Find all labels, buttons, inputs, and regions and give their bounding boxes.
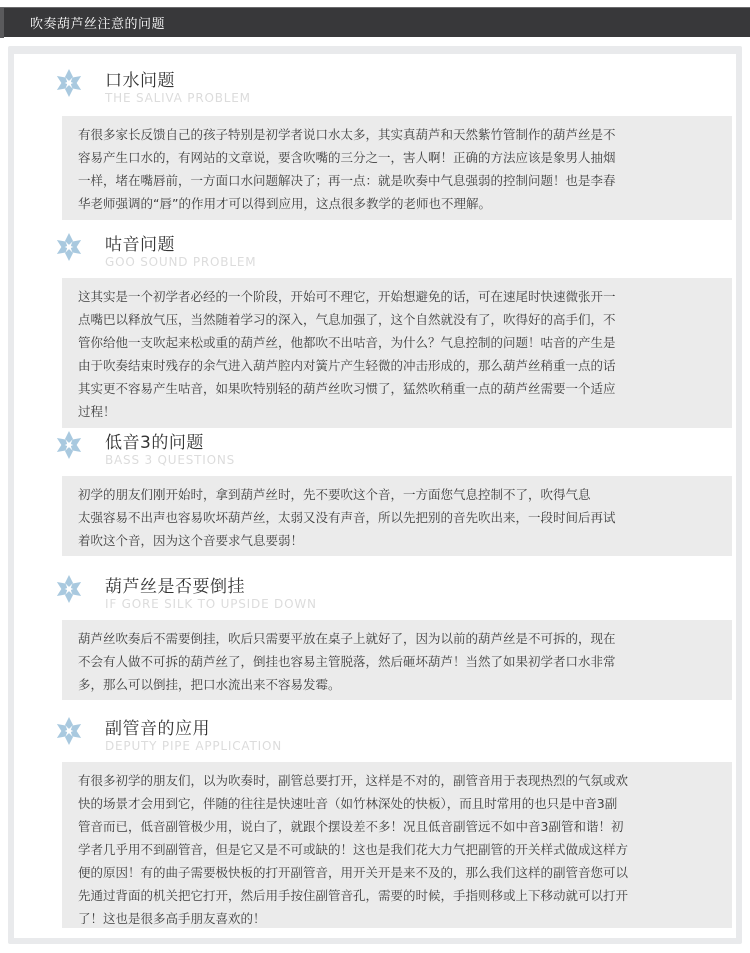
section-text: 葫芦丝吹奏后不需要倒挂，吹后只需要平放在桌子上就好了，因为以前的葫芦丝是不可拆的，现在 不会有人做不可拆的葫芦丝了，倒挂也容易主管脱落，然后砸坏葫芦！当然了如果初学者口水非常 多，那么可以倒挂，把口水流出来不容易发霉。 — [78, 631, 616, 692]
snowflake-icon — [54, 68, 84, 98]
section-header — [14, 222, 736, 278]
section-bass-3 — [14, 420, 736, 560]
section-body — [62, 278, 732, 428]
section-text: 初学的朋友们刚开始时，拿到葫芦丝时，先不要吹这个音，一方面您气息控制不了，吹得气息 太强容易不出声也容易吹坏葫芦丝，太弱又没有声音，所以先把别的音先吹出来，一段时间后再试 着吹这个音，因为这个音要求气息要弱！ — [78, 487, 616, 548]
section-subtitle: GOO SOUND PROBLEM — [105, 255, 257, 269]
section-subtitle: IF GORE SILK TO UPSIDE DOWN — [105, 597, 317, 611]
section-title: 低音3的问题 — [105, 433, 204, 453]
section-subtitle: BASS 3 QUESTIONS — [105, 453, 236, 467]
section-title: 口水问题 — [105, 71, 175, 91]
section-body — [62, 620, 732, 700]
snowflake-icon — [54, 574, 84, 604]
section-text: 有很多初学的朋友们，以为吹奏时，副管总要打开，这样是不对的，副管音用于表现热烈的气氛或欢 快的场景才会用到它，伴随的往往是快速吐音（如竹林深处的快板），而且时常用的也只是中音3副 管音而已，低音副管极少用，说白了，就跟个摆设差不多！况且低音副管远不如中音3副管和谐！初 学者几乎用不到副管音，但是它又是不可或缺的！这也是我们花大力气把副管的开关样式做成这样方 便的原因！有的曲子需要极快板的打开副管音，用开关开是来不及的，那么我们这样的副管音您可以 先通过背面的机关把它打开，然后用手按住副管音孔，需要的时候，手指则移或上下移动就可以打开 了！这也是很多高手朋友喜欢的！ — [78, 773, 629, 926]
header-bar — [0, 7, 750, 37]
section-title: 葫芦丝是否要倒挂 — [105, 577, 245, 597]
section-header — [14, 706, 736, 762]
section-deputy-pipe — [14, 706, 736, 928]
section-header — [14, 564, 736, 620]
section-subtitle: THE SALIVA PROBLEM — [105, 91, 251, 105]
section-body — [62, 116, 732, 220]
header-accent — [0, 8, 4, 38]
snowflake-icon — [54, 716, 84, 746]
top-strip — [0, 0, 750, 7]
section-text: 有很多家长反馈自己的孩子特别是初学者说口水太多，其实真葫芦和天然紫竹管制作的葫芦丝是不 容易产生口水的，有网站的文章说，要含吹嘴的三分之一，害人啊！正确的方法应该是象男人抽烟 一样，堵在嘴唇前，一方面口水问题解决了；再一点：就是吹奏中气息强弱的控制问题！也是李春 华老师强调的“唇”的作用才可以得到应用，这点很多教学的老师也不理解。 — [78, 127, 616, 211]
section-hang-upside-down — [14, 564, 736, 704]
page-title: 吹奏葫芦丝注意的问题 — [30, 17, 166, 32]
snowflake-icon — [54, 430, 84, 460]
section-header — [14, 420, 736, 476]
section-body — [62, 762, 732, 928]
section-subtitle: DEPUTY PIPE APPLICATION — [105, 739, 282, 753]
section-title: 副管音的应用 — [105, 719, 210, 739]
section-saliva — [14, 58, 736, 218]
section-header — [14, 58, 736, 114]
section-title: 咕音问题 — [105, 235, 175, 255]
section-goo-sound — [14, 222, 736, 419]
snowflake-icon — [54, 232, 84, 262]
section-text: 这其实是一个初学者必经的一个阶段，开始可不理它，开始想避免的话，可在速尾时快速微张开一 点嘴巴以释放气压，当然随着学习的深入，气息加强了，这个自然就没有了，吹得好的高手们，不 管你给他一支吹起来松或重的葫芦丝，他都吹不出咕音，为什么？气息控制的问题！咕音的产生是 由于吹奏结束时残存的余气进入葫芦腔内对簧片产生轻微的冲击形成的，那么葫芦丝稍重一点的话 其实更不容易产生咕音，如果吹特别轻的葫芦丝吹习惯了，猛然吹稍重一点的葫芦丝需要一个适应 过程！ — [78, 289, 616, 419]
section-body — [62, 476, 732, 556]
